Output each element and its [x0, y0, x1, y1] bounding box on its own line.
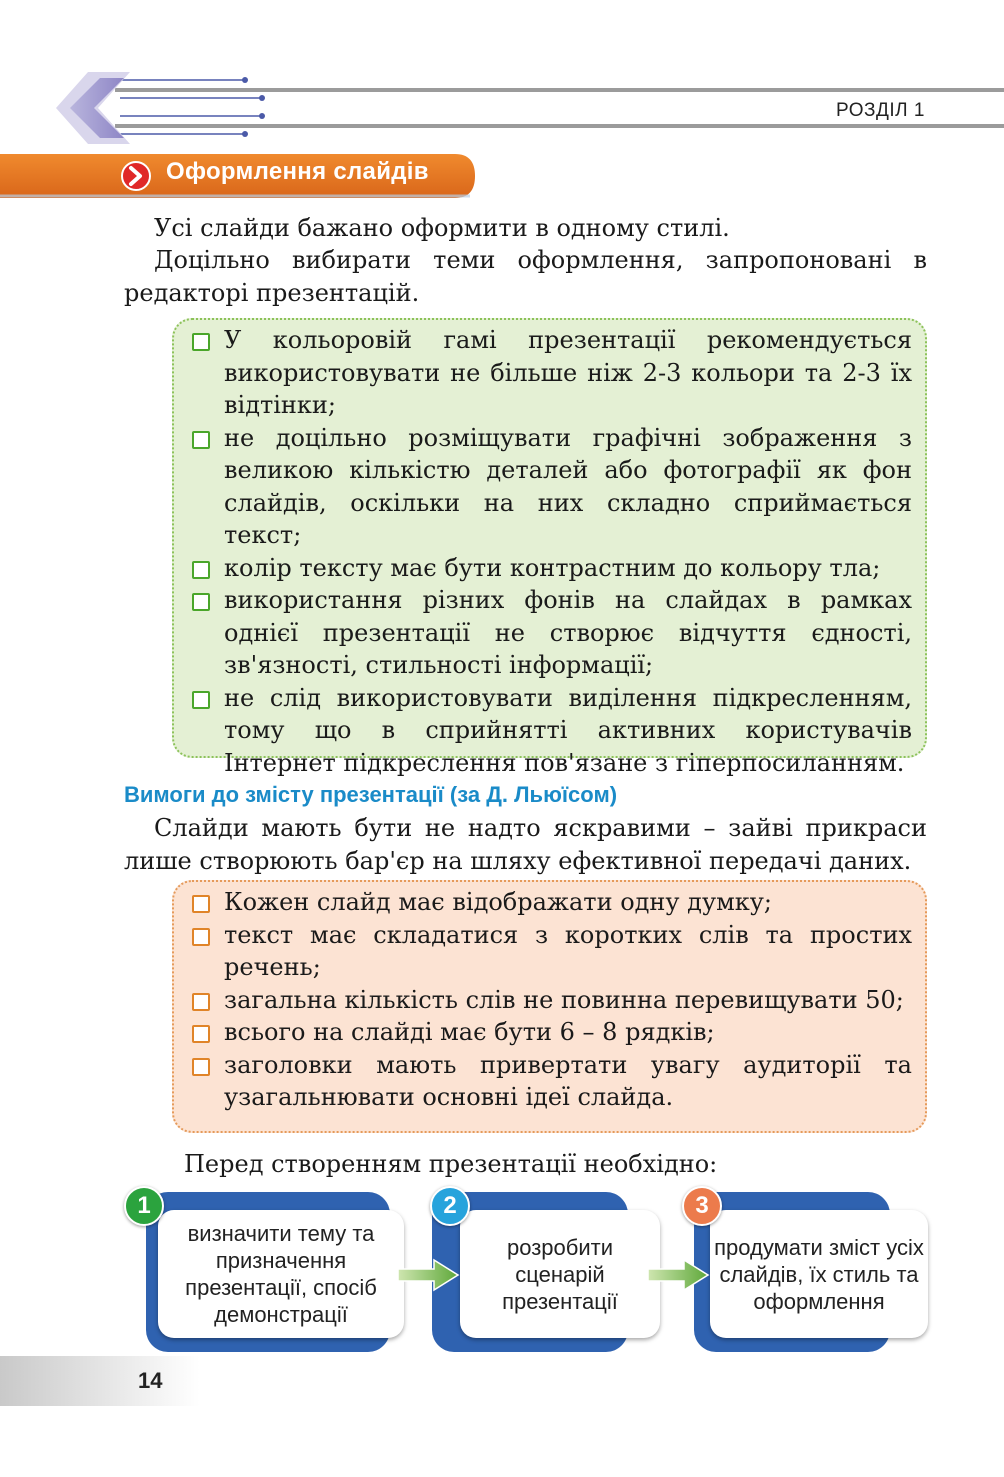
list-item: загальна кількість слів не повинна перевищувати 50;: [190, 984, 912, 1017]
step-2-card: [460, 1210, 660, 1338]
content-requirements-heading: Вимоги до змісту презентації (за Д. Льюїсом): [124, 782, 618, 807]
step-2-text: розробити сценарій презентації: [502, 1234, 618, 1314]
checkbox-bullet-icon: [192, 1025, 210, 1043]
flow-intro: Перед створенням презентації необхідно:: [184, 1150, 718, 1178]
list-item: не слід використовувати виділення підкресленням, тому що в сприйнятті активних користувачів Інтернет підкреслення пов'язане з гіперпосиланням.: [190, 682, 912, 780]
list-item: Кожен слайд має відображати одну думку;: [190, 886, 912, 919]
checkbox-bullet-icon: [192, 691, 210, 709]
step-2-number: 2: [430, 1186, 470, 1226]
checkbox-bullet-icon: [192, 1058, 210, 1076]
checkbox-bullet-icon: [192, 333, 210, 351]
design-tips-box: [172, 318, 927, 777]
step-1-number: 1: [124, 1186, 164, 1226]
content-paragraph: Слайди мають бути не надто яскравими – зайві прикраси лише створюють бар'єр на шляху ефективної передачі даних.: [124, 814, 927, 875]
page-number: 14: [138, 1368, 163, 1393]
step-3-card: [710, 1210, 928, 1338]
step-3-text: продумати зміст усіх слайдів, їх стиль та оформлення: [714, 1234, 924, 1314]
list-item: У кольоровій гамі презентації рекомендується використовувати не більше ніж 2-3 кольори та 2-3 їх відтінки;: [190, 324, 912, 422]
list-item: заголовки мають привертати увагу аудиторії та узагальнювати основні ідеї слайда.: [190, 1049, 912, 1114]
arrow-right-icon: [646, 1258, 710, 1292]
section-label: РОЗДІЛ 1: [836, 100, 925, 121]
checkbox-bullet-icon: [192, 561, 210, 579]
page-number-bar: [0, 1356, 200, 1406]
intro-paragraph-1: Усі слайди бажано оформити в одному стилі.: [154, 214, 730, 242]
step-1-text: визначити тему та призначення презентації, спосіб демонстрації: [185, 1221, 377, 1327]
content-tips-box: [172, 880, 927, 1133]
list-item: використання різних фонів на слайдах в рамках однієї презентації не створює відчуття єдності, зв'язності, стильності інформації;: [190, 584, 912, 682]
section-title: Оформлення слайдів: [166, 158, 429, 185]
list-item: колір тексту має бути контрастним до кольору тла;: [190, 552, 912, 585]
step-1-card: [158, 1210, 404, 1338]
list-item: не доцільно розміщувати графічні зображення з великою кількістю деталей або фотографії як фон слайдів, оскільки на них складно сприймається текст;: [190, 422, 912, 552]
arrow-right-icon: [396, 1258, 460, 1292]
list-item: текст має складатися з коротких слів та простих речень;: [190, 919, 912, 984]
checkbox-bullet-icon: [192, 431, 210, 449]
checkbox-bullet-icon: [192, 593, 210, 611]
checkbox-bullet-icon: [192, 895, 210, 913]
intro-paragraph-2: Доцільно вибирати теми оформлення, запропоновані в редакторі презентацій.: [124, 246, 927, 307]
checkbox-bullet-icon: [192, 993, 210, 1011]
chevron-right-icon: [122, 162, 150, 190]
step-3-number: 3: [682, 1186, 722, 1226]
list-item: всього на слайді має бути 6 – 8 рядків;: [190, 1016, 912, 1049]
checkbox-bullet-icon: [192, 928, 210, 946]
